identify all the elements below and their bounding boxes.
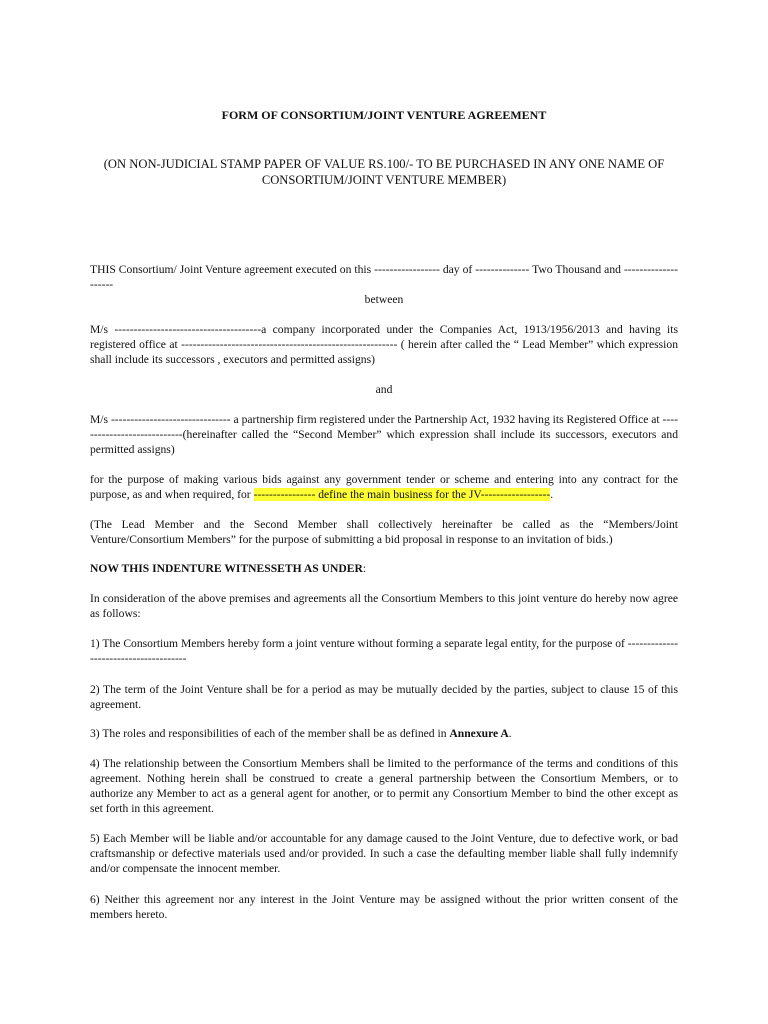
witnesseth-colon: :	[362, 562, 367, 575]
clause-1: 1) The Consortium Members hereby form a joint venture without forming a separate legal entity, for the purpose of --------------------------------------	[90, 637, 678, 665]
consideration-paragraph: In consideration of the above premises and agreements all the Consortium Members to this joint venture do hereby now agree as follows:	[90, 592, 678, 620]
witnesseth-heading-text: NOW THIS INDENTURE WITNESSETH AS UNDER	[90, 562, 363, 575]
between-label: between	[364, 293, 404, 306]
clause-4: 4) The relationship between the Consortium Members shall be limited to the performance of the terms and conditions of this agreement. Nothing herein shall be construed to create a general partnership between the Consortium Members, or to authorize any Member to act as a general agent for another, or to permit any Consortium Member to bind the other except as set forth in this agreement.	[90, 757, 678, 815]
clause-5: 5) Each Member will be liable and/or accountable for any damage caused to the Joint Venture, due to defective work, or bad craftsmanship or defective materials used and/or provided. In such a case the defaulting member liable shall fully indemnify and/or compensate the innocent member.	[90, 832, 678, 875]
purpose-paragraph	[90, 472, 678, 502]
annexure-a-reference: Annexure A	[449, 727, 509, 740]
and-label: and	[375, 383, 393, 396]
collective-definition-paragraph: (The Lead Member and the Second Member shall collectively hereinafter be called as the “Members/Joint Venture/Consortium Members” for the purpose of submitting a bid proposal in response to an invitation of bids.)	[90, 518, 678, 546]
clause-6: 6) Neither this agreement nor any interest in the Joint Venture may be assigned without the prior written consent of the members hereto.	[90, 893, 678, 921]
clause-3-text: 3) The roles and responsibilities of each of the member shall be as defined in	[90, 727, 450, 740]
witnesseth-heading	[90, 561, 678, 576]
clause-3-end: .	[508, 727, 512, 740]
preamble-paragraph: THIS Consortium/ Joint Venture agreement executed on this ----------------- day of -------------- Two Thousand and --------------------	[90, 263, 678, 291]
clause-3	[90, 726, 678, 741]
document-title: FORM OF CONSORTIUM/JOINT VENTURE AGREEMENT	[221, 108, 547, 122]
lead-member-paragraph: M/s --------------------------------------a company incorporated under the Companies Act, 1913/1956/2013 and having its registered office at -------------------------------------------------------- ( herein after called the “ Lead Member” which expression shall include its successors , executors and permitted assigns)	[90, 323, 678, 366]
jv-business-highlight: ---------------- define the main business for the JV------------------	[253, 488, 551, 501]
second-member-paragraph: M/s ------------------------------- a partnership firm registered under the Partnership Act, 1932 having its Registered Office at ----------------------------(hereinafter called the “Second Member” which expression shall include its successors, executors and permitted assigns)	[90, 413, 678, 456]
purpose-text: for the purpose of making various bids against any government tender or scheme and entering into any contract for the purpose, as and when required, for	[90, 473, 678, 501]
purpose-end: .	[550, 488, 554, 501]
stamp-paper-note: (ON NON-JUDICIAL STAMP PAPER OF VALUE RS.100/- TO BE PURCHASED IN ANY ONE NAME OF CONSORTIUM/JOINT VENTURE MEMBER)	[103, 157, 665, 187]
clause-2: 2) The term of the Joint Venture shall be for a period as may be mutually decided by the parties, subject to clause 15 of this agreement.	[90, 683, 678, 711]
